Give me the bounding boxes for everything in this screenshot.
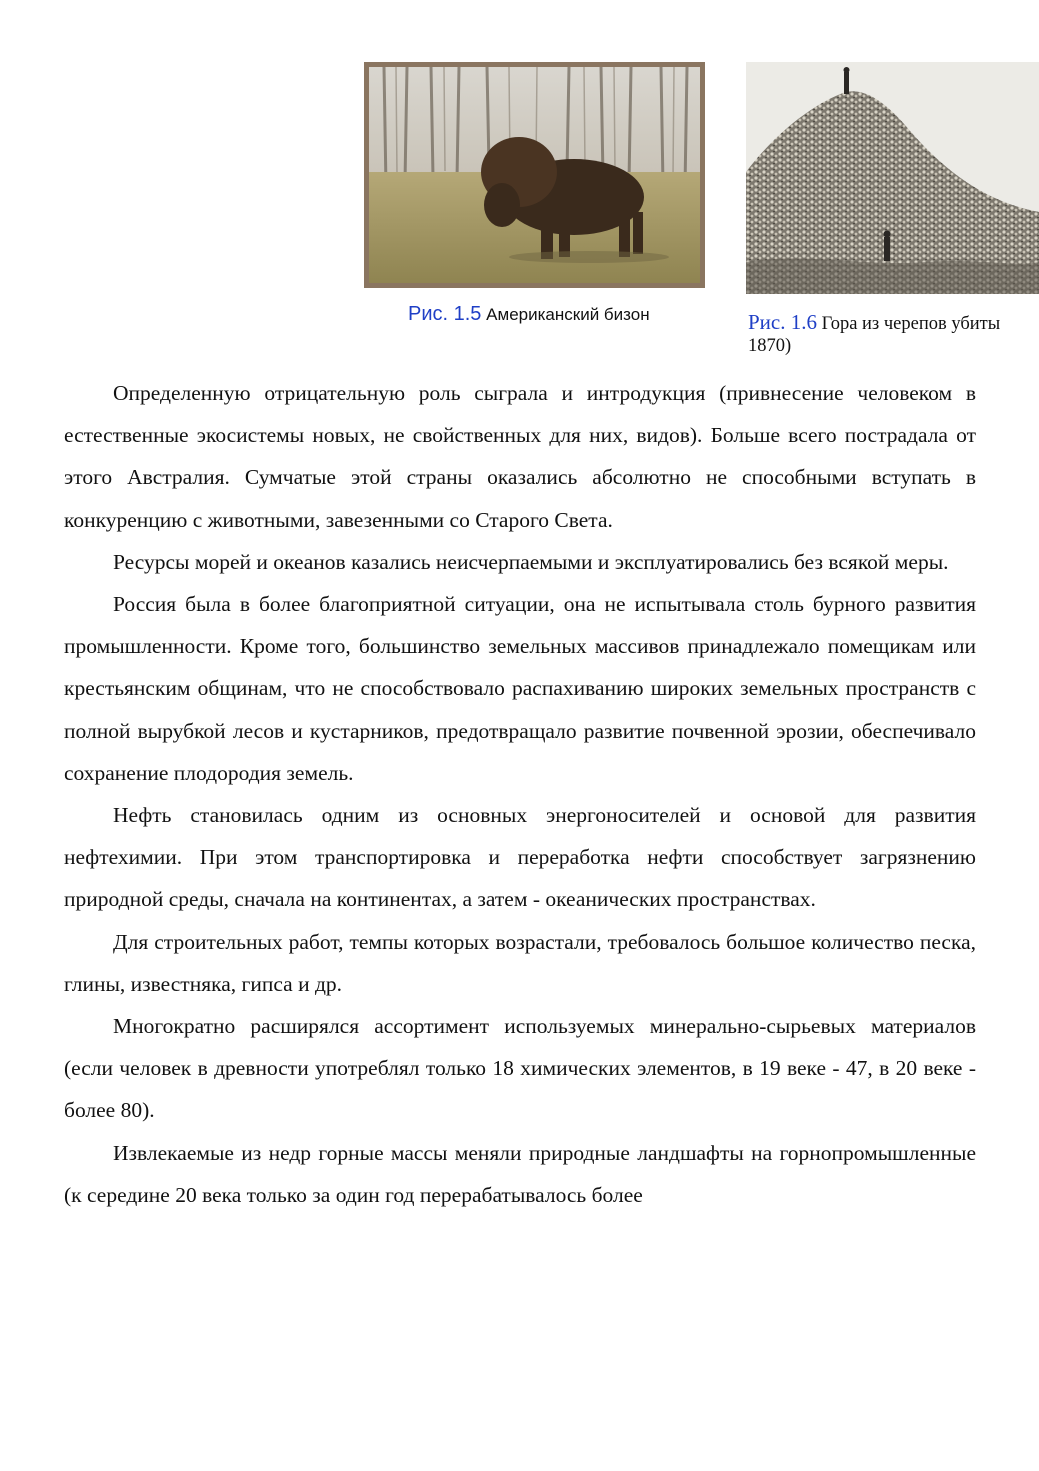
figure-1-6-caption-cut: 1870) xyxy=(748,336,792,356)
paragraph-introduction: Определенную отрицательную роль сыграла и интродукция (привнесение человеком в естественные экосистемы новых, не свойственных для них, видов). Больше всего пострадала от этого Австралия. Сумчатые этой страны оказались абсолютно не способными вступать в конкуренцию с животными, завезенными со Старого Света. xyxy=(64,381,976,532)
paragraph-sea-resources: Ресурсы морей и океанов казались неисчерпаемыми и эксплуатировались без всякой меры. xyxy=(113,549,949,574)
figure-1-5-image xyxy=(364,62,705,288)
bison-photo xyxy=(369,67,700,283)
document-body xyxy=(64,372,976,1216)
figure-1-6-image xyxy=(746,62,1039,294)
figure-1-5-caption-text: Американский бизон xyxy=(486,305,650,324)
figure-1-6-caption xyxy=(748,310,1039,356)
paragraph-russia: Россия была в более благоприятной ситуации, она не испытывала столь бурного развития промышленности. Кроме того, большинство земельных массивов принадлежало помещикам или крестьянским общинам, что не способствовало распахиванию широких земельных пространств с полной вырубкой лесов и кустарников, предотвращало развитие почвенной эрозии, обеспечивало сохранение плодородия земель. xyxy=(64,592,976,785)
paragraph-minerals: Многократно расширялся ассортимент используемых минерально-сырьевых материалов (если человек в древности употреблял только 18 химических элементов, в 19 веке - 47, в 20 веке - более 80). xyxy=(64,1014,976,1123)
skull-pile-photo xyxy=(746,62,1039,294)
paragraph-oil: Нефть становилась одним из основных энергоносителей и основой для развития нефтехимии. При этом транспортировка и переработка нефти способствует загрязнению природной среды, сначала на континентах, а затем - океанических пространствах. xyxy=(64,803,976,912)
figure-1-5-caption xyxy=(408,303,650,326)
figure-1-5-label: Рис. 1.5 xyxy=(408,303,482,325)
figure-1-6-caption-text: Гора из черепов убиты xyxy=(821,314,1001,334)
figure-1-6-label: Рис. 1.6 xyxy=(748,310,817,334)
paragraph-mining: Извлекаемые из недр горные массы меняли природные ландшафты на горнопромышленные (к середине 20 века только за один год перерабатывалось более xyxy=(64,1140,976,1207)
paragraph-construction: Для строительных работ, темпы которых возрастали, требовалось большое количество песка, глины, известняка, гипса и др. xyxy=(64,929,976,996)
